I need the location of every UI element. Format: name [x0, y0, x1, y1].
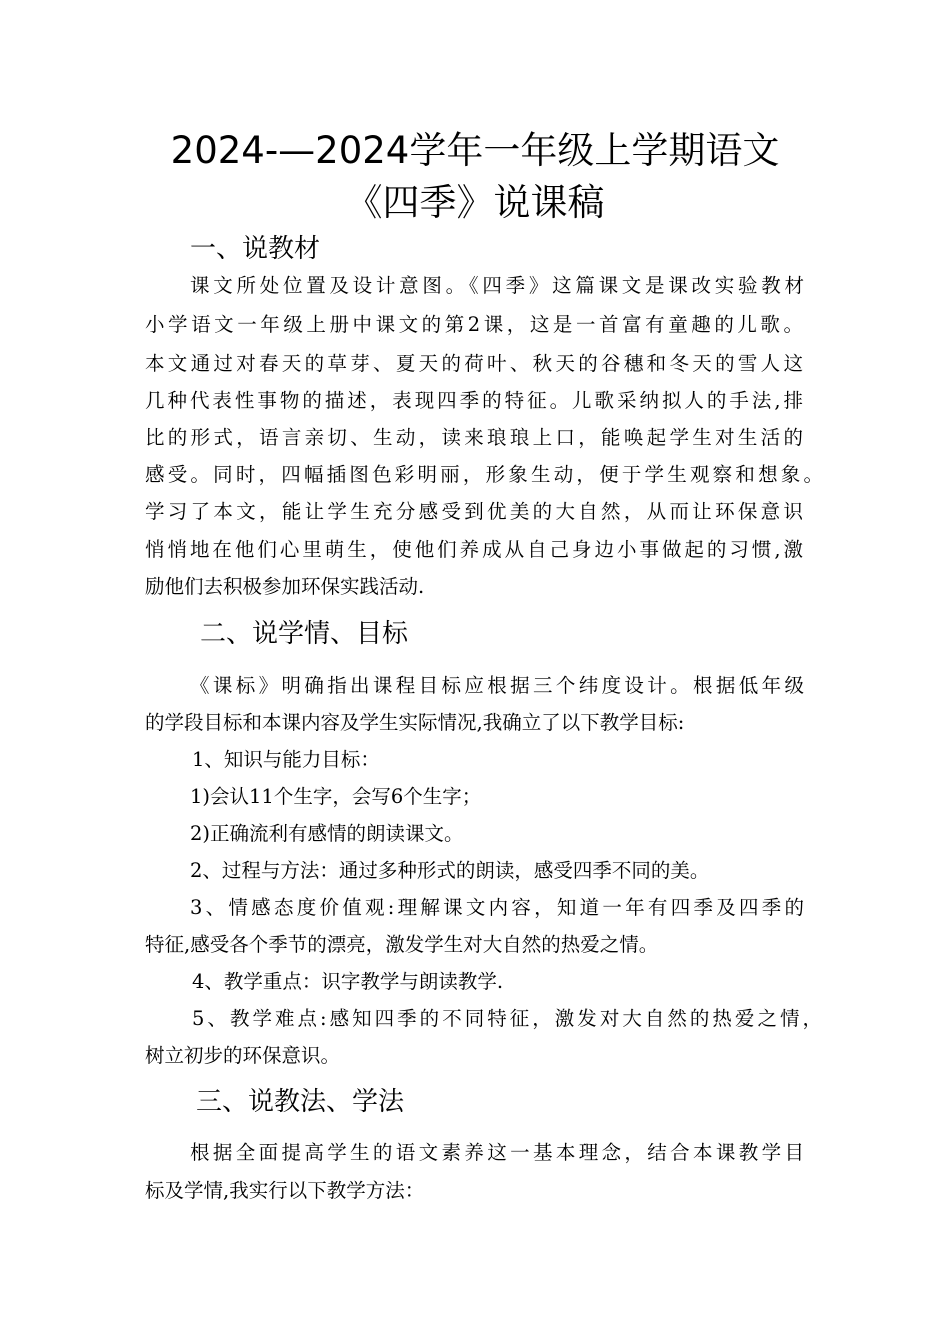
goal-item: 5、教学难点:感知四季的不同特征，激发对大自然的热爱之情，	[192, 1007, 822, 1030]
section-heading-learning-goals: 二、说学情、目标	[200, 619, 409, 649]
paragraph-line: 《课标》明确指出课程目标应根据三个纬度设计。根据低年级	[190, 674, 804, 697]
section-heading-methods: 三、说教法、学法	[196, 1087, 405, 1117]
paragraph-line: 励他们去积极参加环保实践活动.	[145, 575, 425, 598]
paragraph-line: 根据全面提高学生的语文素养这一基本理念，结合本课教学目	[190, 1141, 804, 1164]
goal-item: 3、情感态度价值观:理解课文内容，知道一年有四季及四季的	[190, 896, 804, 919]
document-title-line-1: 2024-—2024学年一年级上学期语文	[170, 129, 780, 172]
paragraph-line: 悄悄地在他们心里萌生，使他们养成从自己身边小事做起的习惯,激	[145, 538, 803, 561]
paragraph-line: 小学语文一年级上册中课文的第2课，这是一首富有童趣的儿歌。	[145, 313, 803, 336]
paragraph-line: 树立初步的环保意识。	[145, 1044, 341, 1067]
goal-item: 2、过程与方法：通过多种形式的朗读，感受四季不同的美。	[190, 859, 710, 882]
goal-item: 1、知识与能力目标：	[192, 748, 380, 771]
goal-subitem: 1)会认11个生字，会写6个生字；	[190, 785, 482, 808]
paragraph-line: 标及学情,我实行以下教学方法：	[145, 1179, 425, 1202]
document-title-line-2: 《四季》说课稿	[345, 181, 605, 224]
paragraph-line: 本文通过对春天的草芽、夏天的荷叶、秋天的谷穗和冬天的雪人这	[145, 352, 803, 375]
paragraph-line: 学习了本文，能让学生充分感受到优美的大自然，从而让环保意识	[145, 500, 803, 523]
paragraph-line: 比的形式，语言亲切、生动，读来琅琅上口，能唤起学生对生活的	[145, 426, 803, 449]
paragraph-line: 特征,感受各个季节的漂亮，激发学生对大自然的热爱之情。	[145, 933, 659, 956]
section-heading-textbook: 一、说教材	[190, 234, 321, 264]
paragraph-line: 感受。同时，四幅插图色彩明丽，形象生动，便于学生观察和想象。	[145, 463, 823, 486]
goal-subitem: 2)正确流利有感情的朗读课文。	[190, 822, 464, 845]
goal-item: 4、教学重点：识字教学与朗读教学.	[192, 970, 504, 993]
paragraph-line: 的学段目标和本课内容及学生实际情况,我确立了以下教学目标:	[145, 711, 685, 734]
paragraph-line: 几种代表性事物的描述，表现四季的特征。儿歌采纳拟人的手法,排	[145, 389, 803, 412]
paragraph-line: 课文所处位置及设计意图。《四季》这篇课文是课改实验教材	[190, 274, 804, 297]
